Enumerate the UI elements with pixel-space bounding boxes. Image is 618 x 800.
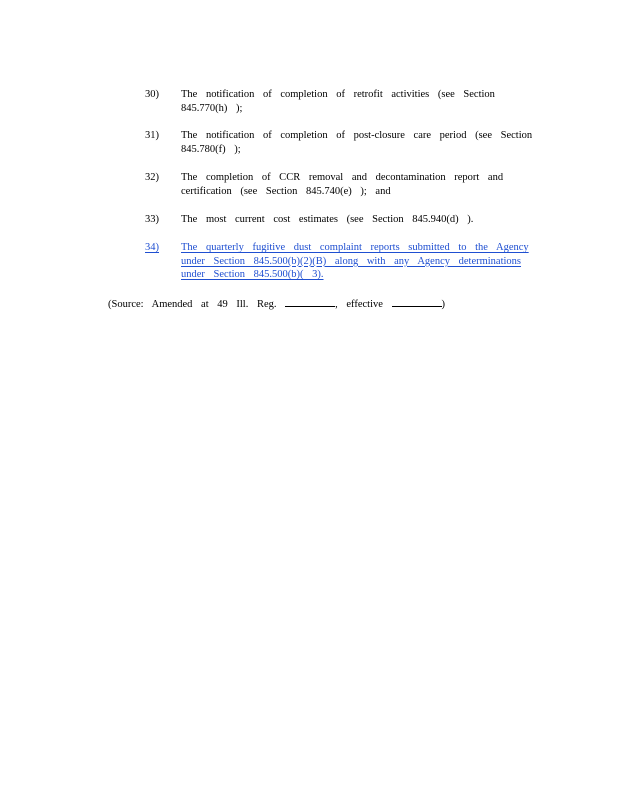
- source-comma: ,: [335, 299, 338, 310]
- source-note: [108, 296, 445, 312]
- item-text: [181, 88, 517, 115]
- effective-date-blank: [392, 296, 442, 307]
- item-line: under Section 845.500(b)( 3).: [181, 269, 324, 280]
- item-line: under Section 845.500(b)(2)(B) along with any Agency determinations: [181, 255, 522, 267]
- item-number: 33): [145, 214, 159, 225]
- item-line: certification (see Section 845.740(e) ); and: [181, 185, 391, 197]
- item-line: The notification of completion of post-closure care period (see Section: [181, 130, 533, 141]
- item-line: The most current cost estimates (see Section 845.940(d) ).: [181, 214, 474, 225]
- register-blank: [285, 296, 335, 307]
- item-number: 31): [145, 130, 159, 141]
- item-line: The completion of CCR removal and decontamination report and: [181, 172, 504, 183]
- item-number: 32): [145, 172, 159, 183]
- item-text: [181, 241, 529, 282]
- item-text: [181, 171, 517, 198]
- source-effective: effective: [346, 299, 383, 310]
- item-number: 34): [145, 242, 159, 253]
- item-number: 30): [145, 89, 159, 100]
- item-line: The quarterly fugitive dust complaint reports submitted to the Agency: [181, 242, 529, 253]
- item-text: [181, 213, 517, 227]
- item-text: [181, 129, 533, 156]
- item-line: 845.780(f) );: [181, 143, 241, 155]
- item-line: The notification of completion of retrofit activities (see Section: [181, 89, 495, 100]
- source-suffix: ): [441, 299, 446, 310]
- source-prefix: (Source: Amended at 49 Ill. Reg.: [108, 299, 277, 310]
- item-line: 845.770(h) );: [181, 102, 243, 114]
